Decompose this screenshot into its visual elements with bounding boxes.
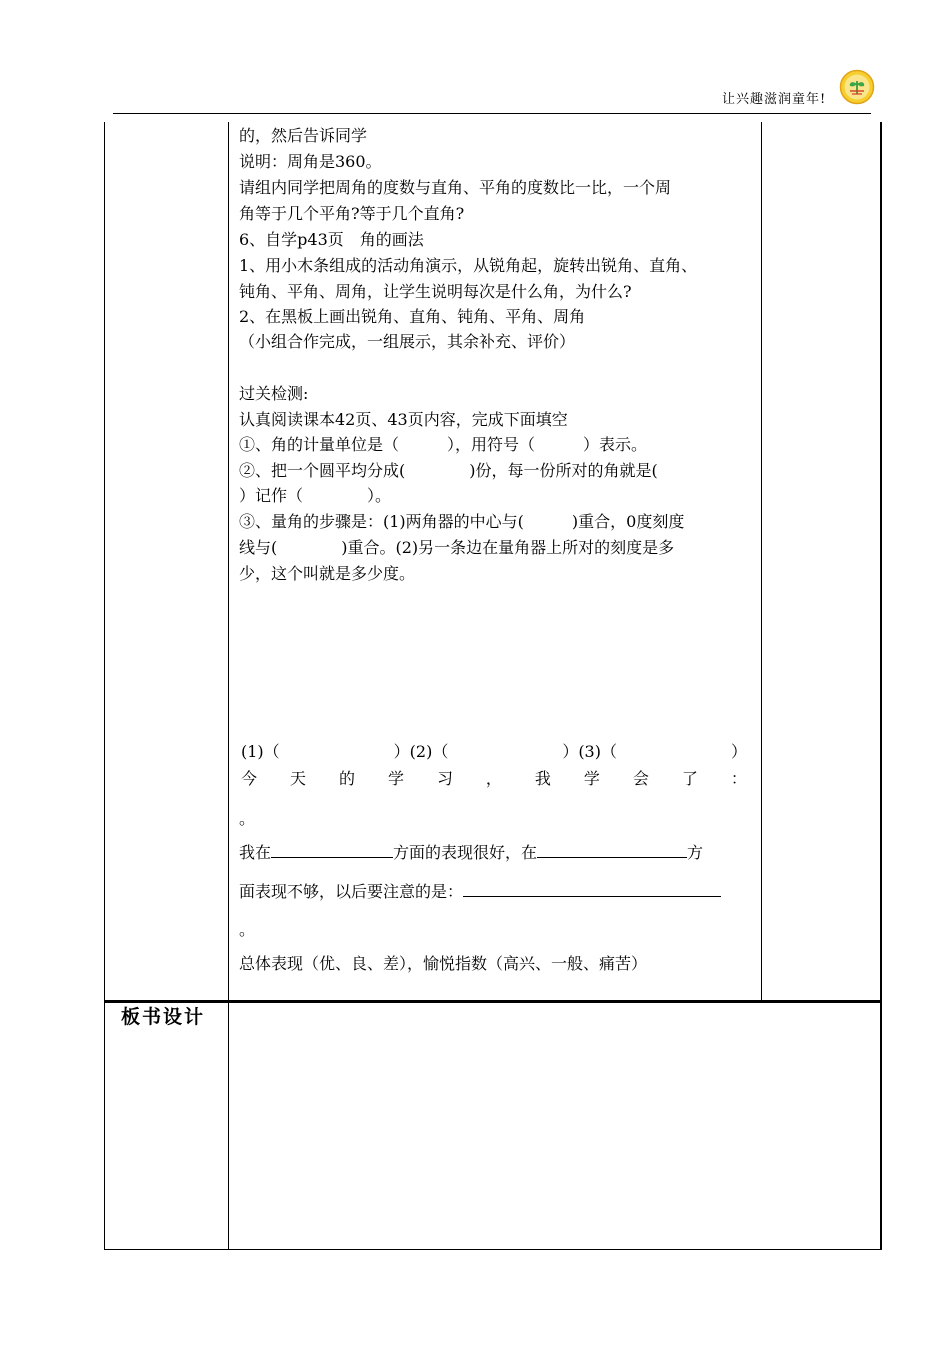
overall-rating: 总体表现（优、良、差），愉悦指数（高兴、一般、痛苦）: [239, 954, 648, 973]
check-question-3-cont: 线与( )重合。(2)另一条边在量角器上所对的刻度是多: [239, 538, 675, 557]
answer-blank-end: ）: [730, 742, 747, 761]
learned-char: ：: [730, 769, 747, 788]
weak-aspect-blank[interactable]: [537, 839, 687, 858]
attention-blank[interactable]: [463, 878, 721, 897]
lacking-line: [239, 878, 721, 905]
learned-char: 会: [632, 769, 649, 788]
check-question-3-end: 少，这个叫就是多少度。: [239, 564, 416, 583]
learned-char: 习: [436, 769, 453, 788]
lesson-line: 说明：周角是360。: [239, 152, 382, 171]
performance-line: [239, 839, 703, 866]
performance-prefix: 我在: [239, 843, 272, 862]
table-left-border: [104, 122, 105, 1250]
period-mark: 。: [239, 809, 256, 828]
check-instruction: 认真阅读课本42页、43页内容，完成下面填空: [239, 410, 568, 429]
answer-blank-2: ）(2)（: [393, 742, 449, 761]
learned-today-row: [241, 766, 747, 792]
performance-mid: 方面的表现很好，在: [393, 843, 538, 862]
table-column-divider: [228, 122, 229, 1250]
learned-char: 今: [241, 769, 258, 788]
learned-char: 学: [387, 769, 404, 788]
period-mark: 。: [239, 920, 256, 939]
header-slogan: 让兴趣滋润童年!: [722, 92, 827, 107]
check-question-2: ②、把一个圆平均分成( )份，每一份所对的角就是(: [239, 461, 658, 480]
learned-char: 了: [681, 769, 698, 788]
lesson-line: 2、在黑板上画出锐角、直角、钝角、平角、周角: [239, 307, 586, 326]
check-question-3: ③、量角的步骤是：(1)两角器的中心与( )重合，0度刻度: [239, 512, 685, 531]
table-bottom-border: [104, 1249, 882, 1250]
lesson-line: 1、用小木条组成的活动角演示，从锐角起，旋转出锐角、直角、: [239, 256, 698, 275]
learned-char: 学: [583, 769, 600, 788]
board-design-title: 板书设计: [121, 1006, 206, 1028]
lesson-line: （小组合作完成，一组展示，其余补充、评价）: [239, 332, 576, 351]
performance-suffix: 方: [687, 843, 704, 862]
learned-char: 天: [289, 769, 306, 788]
header-divider: [113, 113, 871, 114]
answer-blank-3: ）(3)（: [562, 742, 617, 761]
lesson-line: 钝角、平角、周角，让学生说明每次是什么角，为什么?: [239, 282, 632, 301]
answer-blanks-row: [241, 739, 747, 765]
learned-char: 的: [338, 769, 355, 788]
table-right-border: [880, 122, 882, 1250]
check-question-1: ①、角的计量单位是（ ），用符号（ ）表示。: [239, 435, 648, 454]
learned-char: ，: [485, 769, 502, 788]
lesson-line: 请组内同学把周角的度数与直角、平角的度数比一比，一个周: [239, 178, 672, 197]
good-aspect-blank[interactable]: [271, 839, 393, 858]
lacking-label: 面表现不够，以后要注意的是：: [239, 882, 464, 901]
check-title: 过关检测:: [239, 384, 309, 403]
check-question-2-cont: ）记作（ ）。: [239, 486, 392, 505]
table-inner-right-divider: [761, 122, 762, 1002]
school-logo-icon: [839, 69, 875, 105]
table-row-divider: [104, 1000, 882, 1003]
lesson-line: 的，然后告诉同学: [239, 126, 368, 145]
lesson-line: 6、自学p43页 角的画法: [239, 230, 424, 249]
learned-char: 我: [534, 769, 551, 788]
lesson-line: 角等于几个平角?等于几个直角?: [239, 204, 465, 223]
answer-blank-1: (1)（: [241, 742, 280, 761]
